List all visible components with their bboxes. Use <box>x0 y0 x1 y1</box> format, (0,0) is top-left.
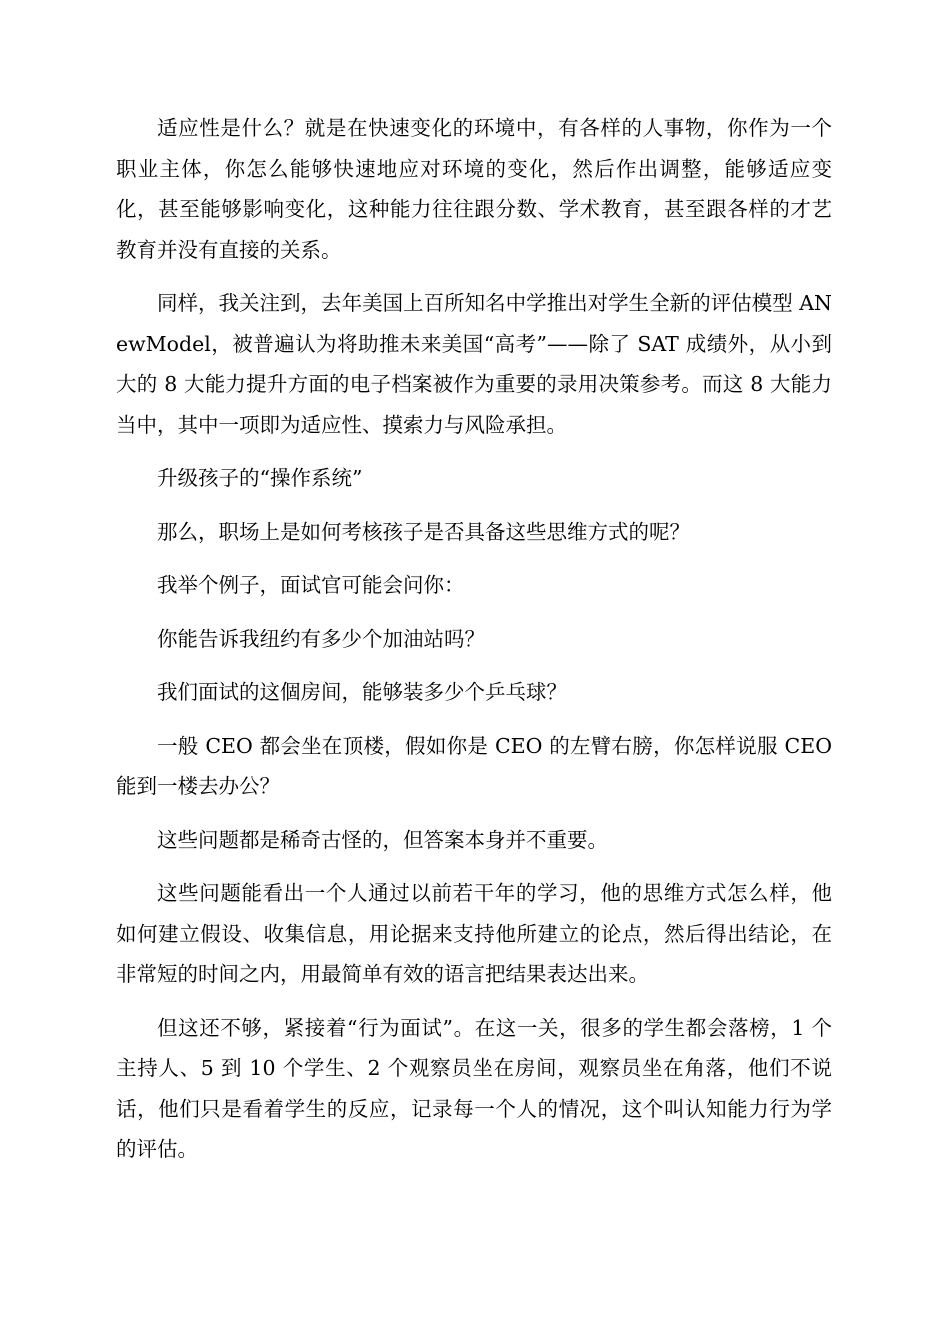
paragraph-gap <box>116 807 832 820</box>
paragraph-workplace-question: 那么，职场上是如何考核孩子是否具备这些思维方式的呢？ <box>157 519 690 544</box>
document-body <box>116 108 832 1170</box>
paragraph-gap <box>116 552 832 565</box>
paragraph-gap <box>116 270 832 283</box>
paragraph-gap <box>116 860 832 873</box>
paragraph-adaptability: 适应性是什么？就是在快速变化的环境中，有各样的人事物，你作为一个职业主体，你怎么能够快速地应对环境的变化，然后作出调整，能够适应变化，甚至能够影响变化，这种能力往往跟分数、学术教育，甚至跟各样的才艺教育并没有直接的关系。 <box>116 116 832 262</box>
paragraph-gap <box>116 995 832 1008</box>
paragraph-new-model: 同样，我关注到，去年美国上百所知名中学推出对学生全新的评估模型 ANewModel，被普遍认为将助推未来美国“高考”——除了 SAT 成绩外，从小到大的 8 大能力提升方面的电子档案被作为重要的录用决策参考。而这 8 大能力当中，其中一项即为适应性、摸索力与风险承担。 <box>116 291 832 437</box>
paragraph-example-intro: 我举个例子，面试官可能会问你： <box>157 573 465 597</box>
paragraph-behavioral-interview: 但这还不够，紧接着“行为面试”。在这一关，很多的学生都会落榜，1 个主持人、5 到 10 个学生、2 个观察员坐在房间，观察员坐在角落，他们不说话，他们只是看着学生的反应，记录每一个人的情况，这个叫认知能力行为学的评估。 <box>116 1015 832 1161</box>
paragraph-gas-stations: 你能告诉我纽约有多少个加油站吗？ <box>157 626 485 651</box>
paragraph-ping-pong: 我们面试的这個房间，能够装多少个乒乓球？ <box>157 680 567 704</box>
paragraph-thinking-method: 这些问题能看出一个人通过以前若干年的学习，他的思维方式怎么样，他如何建立假设、收集信息，用论据来支持他所建立的论点，然后得出结论，在非常短的时间之内，用最简单有效的语言把结果表达出来。 <box>116 881 832 986</box>
paragraph-strange-questions: 这些问题都是稀奇古怪的，但答案本身并不重要。 <box>157 827 608 852</box>
paragraph-gap <box>116 606 832 619</box>
paragraph-ceo: 一般 CEO 都会坐在顶楼，假如你是 CEO 的左臂右膀，你怎样说服 CEO 能到一楼去办公？ <box>116 733 832 798</box>
paragraph-gap <box>116 445 832 458</box>
paragraph-gap <box>116 499 832 512</box>
paragraph-gap <box>116 659 832 672</box>
section-heading-operating-system: 升级孩子的“操作系统” <box>157 466 363 490</box>
paragraph-gap <box>116 713 832 726</box>
